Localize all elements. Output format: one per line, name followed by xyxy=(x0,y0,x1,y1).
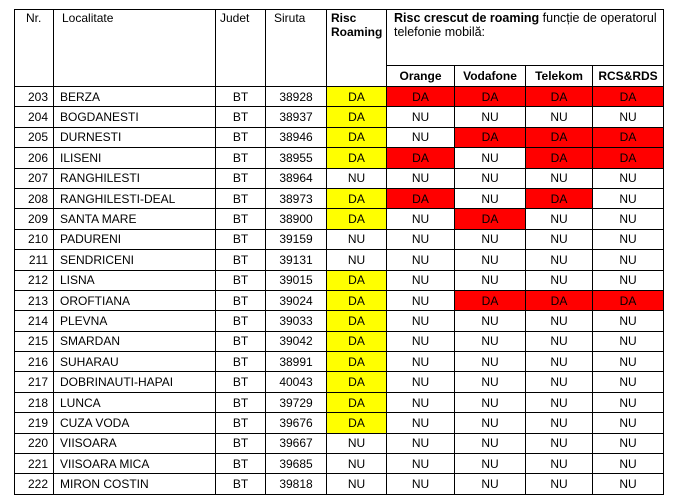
cell-operator-telekom: DA xyxy=(526,127,593,147)
cell-nr: 212 xyxy=(15,270,54,290)
cell-operator-rcs-rds: NU xyxy=(593,209,664,229)
cell-localitate: SMARDAN xyxy=(54,331,216,351)
table-row xyxy=(15,168,664,188)
cell-localitate: VIISOARA MICA xyxy=(54,454,216,474)
cell-siruta: 39685 xyxy=(266,454,327,474)
cell-siruta: 39015 xyxy=(266,270,327,290)
cell-siruta: 39042 xyxy=(266,331,327,351)
cell-operator-vodafone: NU xyxy=(455,229,526,249)
cell-localitate: BOGDANESTI xyxy=(54,107,216,127)
table-row xyxy=(15,413,664,433)
cell-operator-rcs-rds: DA xyxy=(593,127,664,147)
cell-operator-orange: NU xyxy=(387,229,455,249)
cell-risc-roaming: DA xyxy=(327,331,387,351)
cell-operator-vodafone: NU xyxy=(455,311,526,331)
cell-nr: 220 xyxy=(15,433,54,453)
cell-siruta: 38955 xyxy=(266,148,327,168)
header-risc-roaming xyxy=(327,10,387,87)
cell-siruta: 40043 xyxy=(266,372,327,392)
cell-operator-telekom: NU xyxy=(526,107,593,127)
cell-judet: BT xyxy=(216,413,266,433)
cell-localitate: CUZA VODA xyxy=(54,413,216,433)
cell-operator-orange: NU xyxy=(387,290,455,310)
table-row xyxy=(15,331,664,351)
cell-operator-vodafone: NU xyxy=(455,372,526,392)
cell-operator-telekom: DA xyxy=(526,188,593,208)
cell-operator-orange: DA xyxy=(387,148,455,168)
cell-nr: 214 xyxy=(15,311,54,331)
cell-operator-rcs-rds: DA xyxy=(593,87,664,107)
cell-risc-roaming: DA xyxy=(327,392,387,412)
cell-operator-telekom: NU xyxy=(526,433,593,453)
cell-operator-telekom: NU xyxy=(526,454,593,474)
table-row xyxy=(15,209,664,229)
cell-operator-orange: NU xyxy=(387,474,455,494)
cell-nr: 213 xyxy=(15,290,54,310)
cell-nr: 211 xyxy=(15,250,54,270)
cell-operator-telekom: NU xyxy=(526,168,593,188)
cell-siruta: 39676 xyxy=(266,413,327,433)
header-siruta: Siruta xyxy=(266,10,327,87)
header-risc-line1: Risc xyxy=(331,11,357,25)
cell-operator-telekom: NU xyxy=(526,229,593,249)
cell-localitate: BERZA xyxy=(54,87,216,107)
cell-operator-orange: NU xyxy=(387,372,455,392)
cell-nr: 209 xyxy=(15,209,54,229)
cell-operator-telekom: NU xyxy=(526,209,593,229)
cell-judet: BT xyxy=(216,290,266,310)
table-row xyxy=(15,372,664,392)
header-judet: Judet xyxy=(216,10,266,87)
cell-siruta: 38937 xyxy=(266,107,327,127)
cell-operator-vodafone: NU xyxy=(455,250,526,270)
cell-operator-rcs-rds: NU xyxy=(593,433,664,453)
cell-operator-vodafone: NU xyxy=(455,454,526,474)
cell-operator-orange: NU xyxy=(387,454,455,474)
cell-siruta: 38964 xyxy=(266,168,327,188)
cell-operator-vodafone: NU xyxy=(455,188,526,208)
cell-operator-orange: NU xyxy=(387,311,455,331)
cell-localitate: OROFTIANA xyxy=(54,290,216,310)
cell-operator-vodafone: DA xyxy=(455,209,526,229)
cell-localitate: RANGHILESTI-DEAL xyxy=(54,188,216,208)
table-row xyxy=(15,250,664,270)
cell-operator-rcs-rds: NU xyxy=(593,107,664,127)
cell-judet: BT xyxy=(216,209,266,229)
header-nr: Nr. xyxy=(15,10,54,87)
cell-judet: BT xyxy=(216,87,266,107)
cell-risc-roaming: DA xyxy=(327,290,387,310)
cell-operator-vodafone: NU xyxy=(455,331,526,351)
cell-operator-rcs-rds: NU xyxy=(593,413,664,433)
cell-judet: BT xyxy=(216,250,266,270)
cell-operator-telekom: DA xyxy=(526,87,593,107)
cell-operator-vodafone: NU xyxy=(455,392,526,412)
cell-judet: BT xyxy=(216,331,266,351)
cell-operator-orange: NU xyxy=(387,168,455,188)
cell-localitate: DOBRINAUTI-HAPAI xyxy=(54,372,216,392)
cell-nr: 208 xyxy=(15,188,54,208)
cell-siruta: 38946 xyxy=(266,127,327,147)
cell-localitate: VIISOARA xyxy=(54,433,216,453)
table-row xyxy=(15,474,664,494)
cell-risc-roaming: DA xyxy=(327,413,387,433)
cell-risc-roaming: DA xyxy=(327,209,387,229)
cell-operator-orange: NU xyxy=(387,209,455,229)
cell-risc-roaming: DA xyxy=(327,87,387,107)
table-row xyxy=(15,290,664,310)
cell-localitate: PLEVNA xyxy=(54,311,216,331)
cell-operator-orange: NU xyxy=(387,413,455,433)
cell-nr: 221 xyxy=(15,454,54,474)
header-localitate: Localitate xyxy=(54,10,216,87)
cell-judet: BT xyxy=(216,352,266,372)
cell-operator-orange: DA xyxy=(387,188,455,208)
cell-nr: 216 xyxy=(15,352,54,372)
header-operator-vodafone: Vodafone xyxy=(455,66,526,87)
cell-operator-rcs-rds: DA xyxy=(593,148,664,168)
cell-risc-roaming: DA xyxy=(327,352,387,372)
cell-operator-rcs-rds: NU xyxy=(593,270,664,290)
cell-operator-telekom: DA xyxy=(526,148,593,168)
cell-operator-telekom: NU xyxy=(526,413,593,433)
cell-judet: BT xyxy=(216,107,266,127)
cell-localitate: SANTA MARE xyxy=(54,209,216,229)
cell-risc-roaming: NU xyxy=(327,454,387,474)
cell-operator-rcs-rds: NU xyxy=(593,352,664,372)
cell-operator-rcs-rds: NU xyxy=(593,250,664,270)
cell-judet: BT xyxy=(216,148,266,168)
cell-operator-vodafone: NU xyxy=(455,352,526,372)
roaming-risk-table xyxy=(14,9,664,495)
cell-nr: 218 xyxy=(15,392,54,412)
cell-operator-telekom: NU xyxy=(526,372,593,392)
header-operator-rcs-rds: RCS&RDS xyxy=(593,66,664,87)
cell-operator-telekom: NU xyxy=(526,250,593,270)
cell-operator-vodafone: NU xyxy=(455,474,526,494)
cell-operator-rcs-rds: NU xyxy=(593,331,664,351)
cell-risc-roaming: DA xyxy=(327,148,387,168)
cell-risc-roaming: NU xyxy=(327,168,387,188)
cell-siruta: 39131 xyxy=(266,250,327,270)
cell-nr: 203 xyxy=(15,87,54,107)
cell-judet: BT xyxy=(216,311,266,331)
cell-operator-telekom: NU xyxy=(526,474,593,494)
header-operator-telekom: Telekom xyxy=(526,66,593,87)
cell-risc-roaming: DA xyxy=(327,127,387,147)
cell-judet: BT xyxy=(216,188,266,208)
cell-localitate: LISNA xyxy=(54,270,216,290)
cell-localitate: SENDRICENI xyxy=(54,250,216,270)
cell-localitate: SUHARAU xyxy=(54,352,216,372)
cell-nr: 210 xyxy=(15,229,54,249)
cell-judet: BT xyxy=(216,372,266,392)
cell-siruta: 39818 xyxy=(266,474,327,494)
cell-siruta: 39159 xyxy=(266,229,327,249)
table-row xyxy=(15,352,664,372)
header-group-bold: Risc crescut de roaming xyxy=(394,11,540,25)
cell-operator-vodafone: DA xyxy=(455,127,526,147)
cell-operator-telekom: NU xyxy=(526,352,593,372)
cell-judet: BT xyxy=(216,127,266,147)
cell-risc-roaming: NU xyxy=(327,433,387,453)
cell-nr: 204 xyxy=(15,107,54,127)
table-row xyxy=(15,392,664,412)
cell-localitate: PADURENI xyxy=(54,229,216,249)
cell-operator-rcs-rds: NU xyxy=(593,474,664,494)
table-body xyxy=(15,87,664,495)
header-risc-line2: Roaming xyxy=(331,25,383,39)
cell-risc-roaming: DA xyxy=(327,372,387,392)
cell-siruta: 38900 xyxy=(266,209,327,229)
header-operator-orange: Orange xyxy=(387,66,455,87)
cell-nr: 219 xyxy=(15,413,54,433)
header-group-rest: funcție de operatorul telefonie mobilă: xyxy=(394,11,657,39)
table-row xyxy=(15,433,664,453)
table-row xyxy=(15,311,664,331)
table-row xyxy=(15,188,664,208)
cell-nr: 217 xyxy=(15,372,54,392)
cell-operator-orange: NU xyxy=(387,352,455,372)
cell-operator-vodafone: NU xyxy=(455,433,526,453)
cell-operator-orange: NU xyxy=(387,392,455,412)
cell-operator-telekom: NU xyxy=(526,392,593,412)
cell-operator-telekom: NU xyxy=(526,311,593,331)
table-header xyxy=(15,10,664,87)
cell-siruta: 38991 xyxy=(266,352,327,372)
table-row xyxy=(15,454,664,474)
cell-operator-rcs-rds: DA xyxy=(593,290,664,310)
table-row xyxy=(15,107,664,127)
cell-operator-vodafone: NU xyxy=(455,413,526,433)
cell-siruta: 39729 xyxy=(266,392,327,412)
cell-operator-telekom: DA xyxy=(526,290,593,310)
cell-operator-orange: NU xyxy=(387,433,455,453)
header-operator-group xyxy=(387,10,664,66)
cell-operator-orange: NU xyxy=(387,127,455,147)
cell-nr: 215 xyxy=(15,331,54,351)
cell-operator-vodafone: NU xyxy=(455,148,526,168)
cell-operator-orange: DA xyxy=(387,87,455,107)
cell-operator-telekom: NU xyxy=(526,331,593,351)
cell-operator-rcs-rds: NU xyxy=(593,392,664,412)
cell-operator-rcs-rds: NU xyxy=(593,311,664,331)
cell-operator-vodafone: NU xyxy=(455,168,526,188)
cell-operator-vodafone: DA xyxy=(455,290,526,310)
cell-judet: BT xyxy=(216,474,266,494)
cell-risc-roaming: DA xyxy=(327,107,387,127)
cell-risc-roaming: NU xyxy=(327,229,387,249)
table-row xyxy=(15,87,664,107)
cell-judet: BT xyxy=(216,392,266,412)
cell-operator-vodafone: NU xyxy=(455,270,526,290)
cell-siruta: 38973 xyxy=(266,188,327,208)
table-row xyxy=(15,270,664,290)
cell-operator-orange: NU xyxy=(387,270,455,290)
cell-judet: BT xyxy=(216,454,266,474)
cell-risc-roaming: DA xyxy=(327,311,387,331)
cell-operator-telekom: NU xyxy=(526,270,593,290)
cell-operator-rcs-rds: NU xyxy=(593,229,664,249)
cell-operator-rcs-rds: NU xyxy=(593,454,664,474)
cell-operator-vodafone: DA xyxy=(455,87,526,107)
cell-siruta: 39667 xyxy=(266,433,327,453)
cell-localitate: LUNCA xyxy=(54,392,216,412)
cell-operator-orange: NU xyxy=(387,250,455,270)
cell-operator-orange: NU xyxy=(387,331,455,351)
table-row xyxy=(15,148,664,168)
cell-operator-orange: NU xyxy=(387,107,455,127)
cell-localitate: MIRON COSTIN xyxy=(54,474,216,494)
cell-risc-roaming: DA xyxy=(327,188,387,208)
cell-siruta: 39033 xyxy=(266,311,327,331)
cell-operator-rcs-rds: NU xyxy=(593,168,664,188)
cell-nr: 222 xyxy=(15,474,54,494)
table-row xyxy=(15,127,664,147)
cell-operator-vodafone: NU xyxy=(455,107,526,127)
cell-operator-rcs-rds: NU xyxy=(593,372,664,392)
cell-judet: BT xyxy=(216,229,266,249)
cell-localitate: ILISENI xyxy=(54,148,216,168)
cell-nr: 205 xyxy=(15,127,54,147)
cell-risc-roaming: DA xyxy=(327,270,387,290)
cell-localitate: DURNESTI xyxy=(54,127,216,147)
document-page xyxy=(14,9,664,495)
cell-siruta: 38928 xyxy=(266,87,327,107)
table-row xyxy=(15,229,664,249)
cell-nr: 206 xyxy=(15,148,54,168)
cell-operator-rcs-rds: NU xyxy=(593,188,664,208)
cell-judet: BT xyxy=(216,433,266,453)
cell-siruta: 39024 xyxy=(266,290,327,310)
cell-judet: BT xyxy=(216,270,266,290)
cell-nr: 207 xyxy=(15,168,54,188)
cell-risc-roaming: NU xyxy=(327,474,387,494)
cell-localitate: RANGHILESTI xyxy=(54,168,216,188)
cell-judet: BT xyxy=(216,168,266,188)
cell-risc-roaming: NU xyxy=(327,250,387,270)
